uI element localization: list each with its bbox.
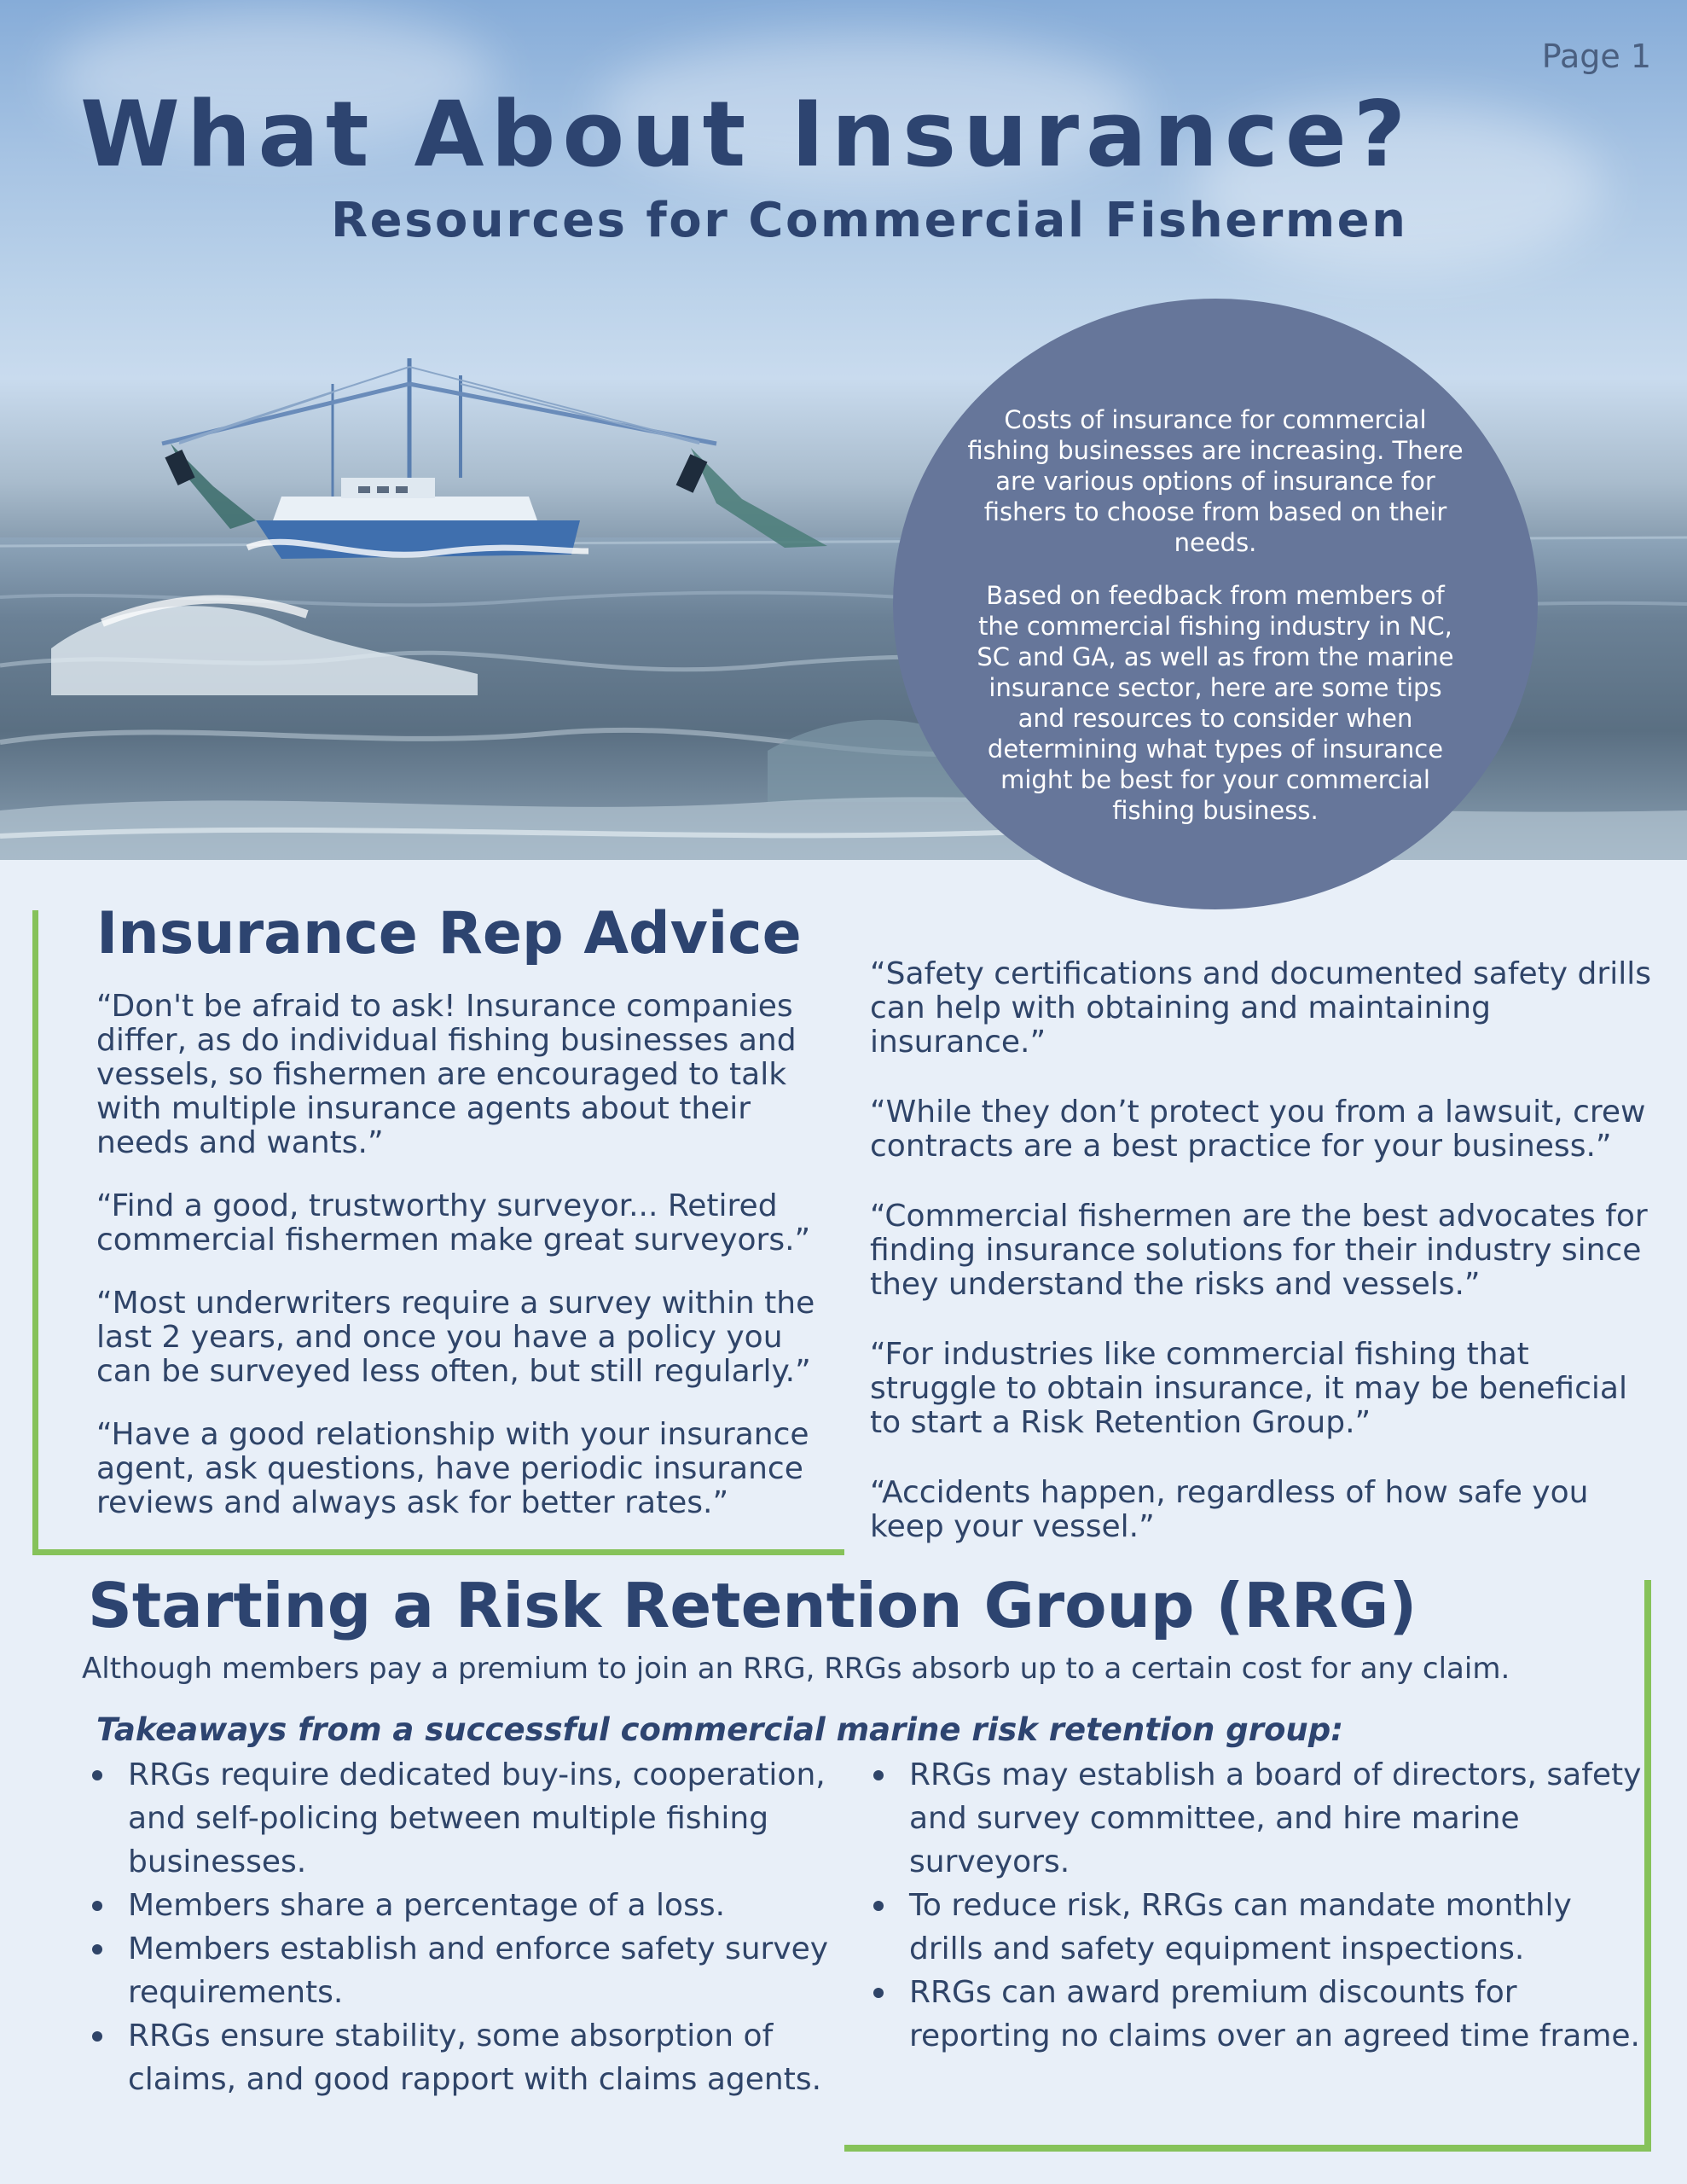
list-item-text: RRGs can award premium discounts for reporting no claims over an agreed time frame. xyxy=(909,1975,1641,2053)
page-subtitle: Resources for Commercial Fishermen xyxy=(331,193,1408,248)
advice-quote: “Safety certifications and documented safety drills can help with obtaining and maintaining insurance.” xyxy=(870,956,1651,1060)
list-item-text: RRGs may establish a board of directors, safety and survey committee, and hire marine surveyors. xyxy=(909,1757,1642,1879)
advice-frame-left-border xyxy=(32,910,38,1555)
bullet-dot-icon xyxy=(873,1901,884,1911)
rrg-bullets-left xyxy=(85,1753,870,2101)
list-item xyxy=(85,1927,870,2014)
rrg-takeaways-heading: Takeaways from a successful commercial marine risk retention group: xyxy=(96,1711,1344,1748)
list-item xyxy=(867,1971,1643,2058)
intro-callout-circle xyxy=(893,299,1538,909)
bullet-dot-icon xyxy=(873,1770,884,1780)
advice-quote: “Commercial fishermen are the best advocates for finding insurance solutions for their industry since they understand the risks and vessels.” xyxy=(870,1199,1648,1302)
page-title: What About Insurance? xyxy=(80,82,1413,187)
bullet-dot-icon xyxy=(92,1944,102,1955)
list-item-text: Members establish and enforce safety survey requirements. xyxy=(128,1931,829,2010)
list-item xyxy=(867,1884,1643,1971)
list-item-text: RRGs require dedicated buy-ins, cooperation, and self-policing between multiple fishing businesses. xyxy=(128,1757,826,1879)
rrg-frame-bottom-border xyxy=(844,2145,1651,2152)
advice-quote: “Most underwriters require a survey within the last 2 years, and once you have a policy you can be surveyed less often, but still regularly.” xyxy=(96,1286,815,1389)
list-item-text: Members share a percentage of a loss. xyxy=(128,1888,726,1923)
advice-quotes-left-column xyxy=(96,990,847,1549)
bullet-dot-icon xyxy=(92,1770,102,1780)
fishing-boat-illustration xyxy=(154,350,870,572)
bullet-dot-icon xyxy=(873,1988,884,1998)
bullet-dot-icon xyxy=(92,2031,102,2042)
rrg-section-title: Starting a Risk Retention Group (RRG) xyxy=(88,1570,1417,1641)
advice-quote: “Don't be afraid to ask! Insurance companies differ, as do individual fishing businesses and vessels, so fishermen are encouraged to talk with multiple insurance agents about their needs and wants.” xyxy=(96,989,797,1160)
advice-section-title: Insurance Rep Advice xyxy=(96,900,802,967)
advice-quote: “While they don’t protect you from a lawsuit, crew contracts are a best practice for your business.” xyxy=(870,1095,1646,1164)
advice-quote: “Have a good relationship with your insurance agent, ask questions, have periodic insurance reviews and always ask for better rates.” xyxy=(96,1417,809,1520)
bullet-dot-icon xyxy=(92,1901,102,1911)
list-item-text: RRGs ensure stability, some absorption of claims, and good rapport with claims agents. xyxy=(128,2018,822,2097)
list-item xyxy=(85,1884,870,1927)
rrg-bullets-right xyxy=(867,1753,1643,2058)
intro-paragraph: Costs of insurance for commercial fishing businesses are increasing. There are various options of insurance for fishers to choose from based on their needs. xyxy=(967,405,1464,557)
advice-quote: “Accidents happen, regardless of how safe you keep your vessel.” xyxy=(870,1475,1589,1544)
advice-quote: “Find a good, trustworthy surveyor... Retired commercial fishermen make great surveyors.” xyxy=(96,1188,811,1258)
list-item xyxy=(867,1753,1643,1884)
advice-quotes-right-column xyxy=(870,957,1655,1580)
list-item xyxy=(85,2014,870,2101)
list-item xyxy=(85,1753,870,1884)
list-item-text: To reduce risk, RRGs can mandate monthly drills and safety equipment inspections. xyxy=(909,1888,1572,1966)
rrg-intro-text: Although members pay a premium to join an RRG, RRGs absorb up to a certain cost for any claim. xyxy=(82,1652,1510,1686)
page-number: Page 1 xyxy=(1541,38,1651,75)
rrg-frame-right-border xyxy=(1644,1580,1651,2152)
advice-quote: “For industries like commercial fishing that struggle to obtain insurance, it may be beneficial to start a Risk Retention Group.” xyxy=(870,1337,1627,1440)
advice-frame-bottom-border xyxy=(32,1549,844,1555)
intro-paragraph: Based on feedback from members of the commercial fishing industry in NC, SC and GA, as well as from the marine insurance sector, here are some tips and resources to consider when determining what types of insurance might be best for your commercial fishing business. xyxy=(977,581,1454,825)
